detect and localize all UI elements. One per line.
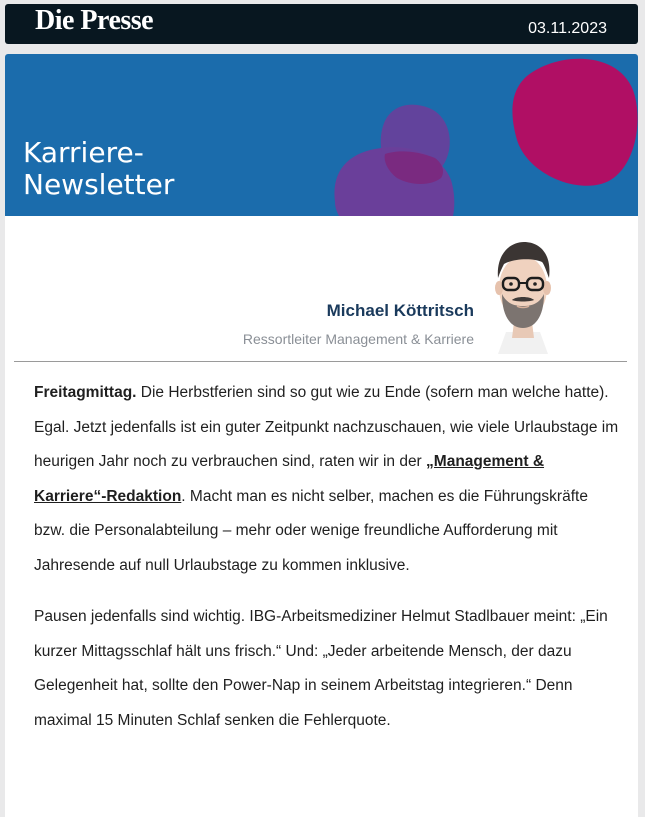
article-text: Die Herbstferien sind so gut wie zu Ende (sofern man welche hatte). Egal. Jetzt jedenfalls ist ein guter Zeitpunkt nachzuschauen, wie viele Urlaubstage im heurigen Jahr noch zu verbrauchen sind, raten wir in der <box>34 384 619 470</box>
newsletter-content <box>5 216 638 817</box>
banner-title <box>23 137 174 201</box>
author-name: Michael Köttritsch <box>326 301 474 320</box>
newsletter-banner <box>5 54 638 216</box>
header-bar <box>5 4 638 44</box>
author-portrait-icon <box>488 236 558 354</box>
article-text: . Macht man es nicht selber, machen es die Führungskräfte bzw. die Personalabteilung – mehr oder wenige freundliche Aufforderung mit Jahresende auf null Urlaubstage zu kommen inklusive. <box>34 487 588 574</box>
article-paragraph-1 <box>34 376 619 583</box>
section-divider <box>14 361 627 362</box>
newsletter-date: 03.11.2023 <box>528 20 607 37</box>
banner-title-line1: Karriere- <box>23 136 144 169</box>
banner-title-line2: Newsletter <box>23 168 175 201</box>
management-karriere-link[interactable]: „Management & Karriere“-Redaktion <box>34 453 545 505</box>
article-body <box>34 376 619 755</box>
article-lead: Freitagmittag. <box>34 384 137 401</box>
author-role: Ressortleiter Management & Karriere <box>242 331 474 347</box>
article-paragraph-2: Pausen jedenfalls sind wichtig. IBG-Arbeitsmediziner Helmut Stadlbauer meint: „Ein kurzer Mittagsschlaf hält uns frisch.“ Und: „Jeder arbeitende Mensch, der dazu Gelegenheit hat, sollte den Power-Nap in seinem Arbeitstag integrieren.“ Denn maximal 15 Minuten Schlaf senken die Fehlerquote. <box>34 608 608 729</box>
die-presse-logo[interactable]: Die Presse <box>35 5 154 36</box>
